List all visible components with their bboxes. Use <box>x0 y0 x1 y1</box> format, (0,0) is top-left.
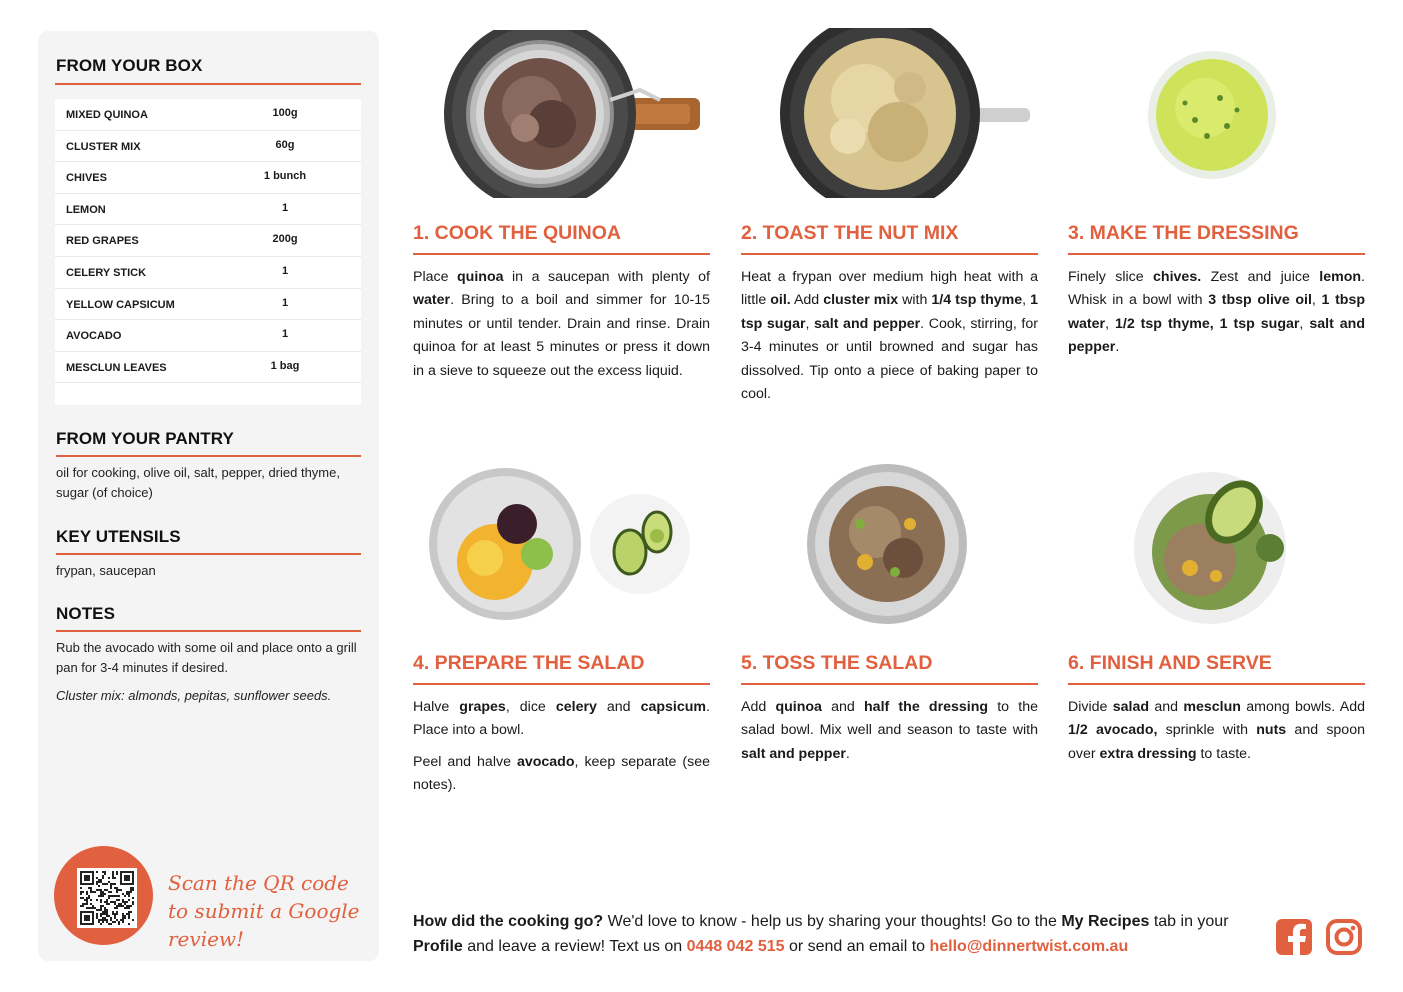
step-3-rule <box>1068 253 1365 255</box>
email-link[interactable]: hello@dinnertwist.com.au <box>929 938 1129 955</box>
step-1-title: 1. COOK THE QUINOA <box>413 222 622 244</box>
step-paragraph: Halve grapes, dice celery and capsicum. Place into a bowl. <box>413 699 710 739</box>
ingredient-row <box>55 131 361 163</box>
step-3-photo <box>1145 48 1280 183</box>
qr-code-icon[interactable] <box>77 868 137 928</box>
step-2-body <box>741 266 1038 414</box>
ingredient-name: CHIVES <box>66 172 107 185</box>
step-4-rule <box>413 683 710 685</box>
ingredients-table <box>55 99 361 405</box>
ingredient-qty: 60g <box>275 138 295 151</box>
ingredient-row <box>55 320 361 352</box>
ingredient-qty: 1 <box>281 264 289 277</box>
step-4-body <box>413 696 710 806</box>
ingredient-name: LEMON <box>66 203 106 216</box>
ingredient-row <box>55 194 361 226</box>
review-prompt: How did the cooking go? We'd love to know - help us by sharing your thoughts! Go to the My Recipes tab in your Profile and leave a review! Text us on 0448 042 515 or send an email to hello@dinnertwist.com.au <box>413 913 1229 955</box>
box-title-rule <box>55 83 361 85</box>
step-1-photo <box>440 30 705 200</box>
step-4-title: 4. PREPARE THE SALAD <box>413 652 645 674</box>
ingredient-name: YELLOW CAPSICUM <box>66 298 175 311</box>
step-2-title: 2. TOAST THE NUT MIX <box>741 222 959 244</box>
key-utensils-title: KEY UTENSILS <box>56 527 181 546</box>
ingredient-qty: 1 bag <box>270 359 300 372</box>
step-5-body <box>741 696 1038 774</box>
step-paragraph: Add quinoa and half the dressing to the salad bowl. Mix well and season to taste with salt and pepper. <box>741 699 1038 762</box>
instagram-icon[interactable] <box>1325 918 1363 956</box>
utensils-title-rule <box>56 553 361 555</box>
phone-link[interactable]: 0448 042 515 <box>686 938 785 955</box>
from-your-pantry-title: FROM YOUR PANTRY <box>56 429 234 448</box>
ingredient-name: RED GRAPES <box>66 235 139 248</box>
ingredient-row <box>55 352 361 384</box>
from-your-box-title: FROM YOUR BOX <box>56 56 203 75</box>
step-6-rule <box>1068 683 1365 685</box>
ingredient-name: CELERY STICK <box>66 266 147 279</box>
ingredients-sidebar <box>38 31 379 961</box>
step-5-rule <box>741 683 1038 685</box>
step-5-title: 5. TOSS THE SALAD <box>741 652 933 674</box>
ingredient-qty: 100g <box>272 107 298 119</box>
pantry-text: oil for cooking, olive oil, salt, pepper, dried thyme, sugar (of choice) <box>56 465 340 500</box>
ingredient-qty: 1 <box>281 296 289 309</box>
ingredient-row <box>55 225 361 257</box>
qr-caption: Scan the QR code to submit a Google review! <box>168 871 360 951</box>
notes-title-rule <box>56 630 361 632</box>
ingredient-row <box>55 289 361 321</box>
step-1-body <box>413 266 710 391</box>
step-2-photo <box>770 28 1035 200</box>
ingredient-name: MESCLUN LEAVES <box>66 361 167 374</box>
step-6-body <box>1068 696 1365 774</box>
ingredient-name: CLUSTER MIX <box>66 140 141 153</box>
ingredient-qty: 1 <box>281 201 289 214</box>
utensils-text: frypan, saucepan <box>56 563 156 578</box>
notes-title: NOTES <box>56 604 116 623</box>
ingredient-qty: 1 <box>281 328 289 341</box>
step-paragraph: Finely slice chives. Zest and juice lemon. Whisk in a bowl with 3 tbsp olive oil, 1 tbsp water, 1/2 tsp thyme, 1 tsp sugar, salt and pepper. <box>1068 269 1366 356</box>
ingredient-row <box>55 257 361 289</box>
step-paragraph: Place quinoa in a saucepan with plenty of water. Bring to a boil and simmer for 10-15 minutes or until tender. Drain and rinse. Drain quinoa for at least 5 minutes or press it down in a sieve to squeeze out the excess liquid. <box>413 269 710 379</box>
step-6-title: 6. FINISH AND SERVE <box>1068 652 1272 674</box>
step-3-title: 3. MAKE THE DRESSING <box>1068 222 1299 244</box>
step-paragraph: Heat a frypan over medium high heat with a little oil. Add cluster mix with 1/4 tsp thyme, 1 tsp sugar, salt and pepper. Cook, stirring, for 3-4 minutes or until browned and sugar has dissolved. Tip onto a piece of baking paper to cool. <box>741 269 1038 403</box>
ingredient-name: MIXED QUINOA <box>66 109 148 121</box>
ingredient-name: AVOCADO <box>66 330 122 343</box>
step-paragraph: Divide salad and mesclun among bowls. Add 1/2 avocado, sprinkle with nuts and spoon over extra dressing to taste. <box>1068 699 1365 762</box>
step-6-photo <box>1130 468 1295 628</box>
pantry-title-rule <box>56 455 361 457</box>
step-4-photo <box>425 462 700 632</box>
facebook-icon[interactable] <box>1275 918 1313 956</box>
notes-text: Rub the avocado with some oil and place onto a grill pan for 3-4 minutes if desired. <box>56 640 357 675</box>
step-5-photo <box>805 462 970 627</box>
step-1-rule <box>413 253 710 255</box>
ingredient-qty: 200g <box>272 233 298 246</box>
ingredient-qty: 1 bunch <box>263 170 307 183</box>
step-paragraph: Peel and halve avocado, keep separate (see notes). <box>413 753 710 794</box>
ingredient-row <box>55 162 361 194</box>
step-2-rule <box>741 253 1038 255</box>
step-3-body <box>1068 266 1365 368</box>
qr-badge[interactable] <box>54 846 153 945</box>
ingredient-row <box>55 99 361 131</box>
notes-italic-text: Cluster mix: almonds, pepitas, sunflower seeds. <box>56 688 332 703</box>
